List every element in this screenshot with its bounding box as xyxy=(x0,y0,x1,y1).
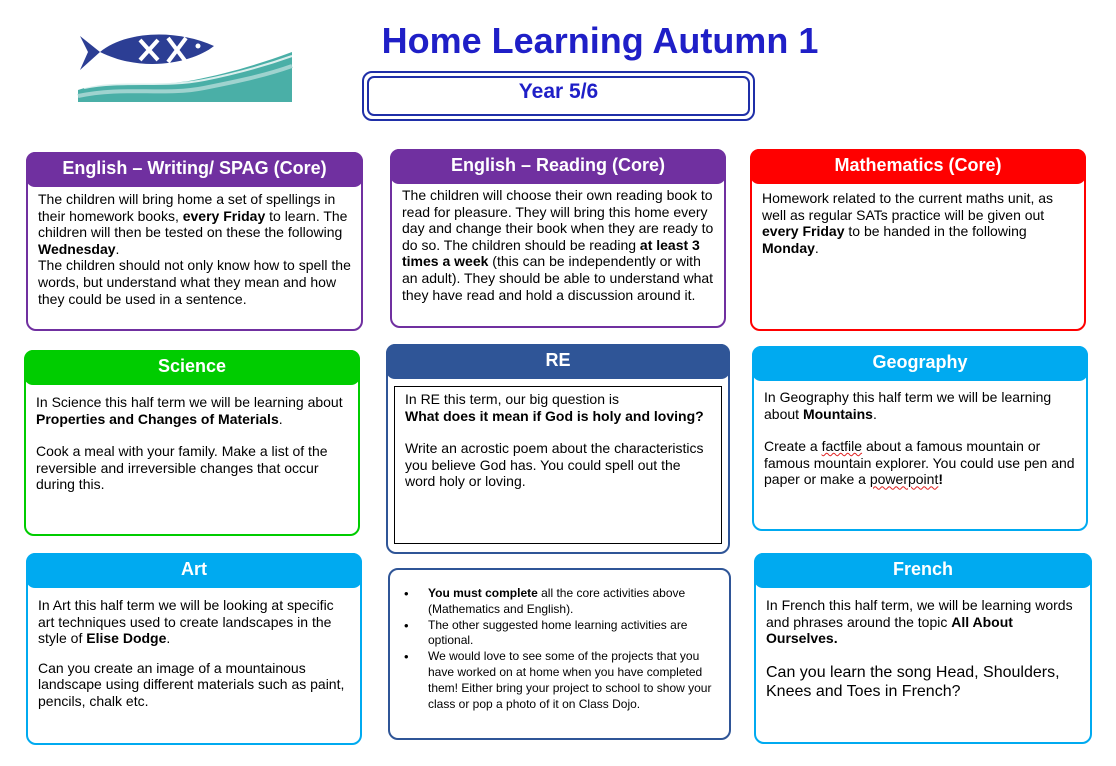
paragraph: Can you create an image of a mountainous landscape using different materials such as paint, pencils, chalk etc. xyxy=(38,659,345,709)
card-english-writing xyxy=(26,152,363,331)
year-group-label: Year 5/6 xyxy=(367,76,750,116)
paragraph: In Geography this half term we will be learning about Mountains. xyxy=(764,389,1052,422)
card-body xyxy=(394,386,722,544)
list-item: • The other suggested home learning activities are optional. xyxy=(402,618,719,650)
card-title: French xyxy=(754,553,1092,588)
list-item: • You must complete all the core activities above (Mathematics and English). xyxy=(402,586,719,618)
paragraph: The children will bring home a set of spellings in their homework books, every Friday to learn. The children will then be tested on these the following Wednesday. xyxy=(38,191,348,257)
card-body xyxy=(402,187,714,303)
paragraph: The children will choose their own reading book to read for pleasure. They will bring this home every day and change their book when they are ready to do so. The children should be reading at least 3 times a week (this can be independently or with an adult). They should be able to understand what they have read and hold a discussion around it. xyxy=(402,187,714,303)
card-french xyxy=(754,553,1092,744)
paragraph: In Art this half term we will be looking at specific art techniques used to create landscapes in the style of Elise Dodge. xyxy=(38,597,334,647)
card-body xyxy=(764,389,1076,488)
card-science xyxy=(24,350,360,536)
year-group-box xyxy=(362,71,755,121)
notes-box xyxy=(388,568,731,740)
card-re xyxy=(386,344,730,554)
list-item: • We would love to see some of the projects that you have worked on at home when you have completed them! Either bring your project to school to show your class or pop a photo of it on Class Dojo. xyxy=(402,649,719,712)
card-title: Mathematics (Core) xyxy=(750,149,1086,184)
card-title: English – Writing/ SPAG (Core) xyxy=(26,152,363,187)
paragraph: Cook a meal with your family. Make a list of the reversible and irreversible changes that occur during this. xyxy=(36,443,328,493)
paragraph: Write an acrostic poem about the characteristics you believe God has. You could spell out the word holy or loving. xyxy=(405,440,704,490)
card-geography xyxy=(752,346,1088,531)
card-body xyxy=(36,394,348,493)
card-mathematics xyxy=(750,149,1086,331)
notes-list xyxy=(402,586,719,712)
paragraph: In Science this half term we will be learning about Properties and Changes of Materials. xyxy=(36,394,343,427)
card-art xyxy=(26,553,362,745)
paragraph: The children should not only know how to spell the words, but understand what they mean and how they could be used in a sentence. xyxy=(38,257,351,307)
page-title: Home Learning Autumn 1 xyxy=(381,20,819,61)
school-logo-icon xyxy=(74,30,296,104)
paragraph: Can you learn the song Head, Shoulders, Knees and Toes in French? xyxy=(766,663,1060,700)
card-title: Science xyxy=(24,350,360,385)
paragraph: Create a factfile about a famous mountain or famous mountain explorer. You could use pen and paper or make a powerpoint! xyxy=(764,438,1075,488)
paragraph: Homework related to the current maths unit, as well as regular SATs practice will be given out every Friday to be handed in the following Monday. xyxy=(762,190,1054,256)
card-title: RE xyxy=(386,344,730,379)
card-body xyxy=(38,191,351,307)
big-question: What does it mean if God is holy and loving? xyxy=(405,407,704,424)
paragraph: In RE this term, our big question is xyxy=(405,391,619,407)
card-title: English – Reading (Core) xyxy=(390,149,726,184)
card-body xyxy=(766,597,1080,701)
paragraph: In French this half term, we will be learning words and phrases around the topic All About Ourselves. xyxy=(766,597,1073,647)
card-body xyxy=(38,597,350,710)
card-body xyxy=(762,190,1074,256)
card-english-reading xyxy=(390,149,726,328)
card-title: Art xyxy=(26,553,362,588)
card-title: Geography xyxy=(752,346,1088,381)
